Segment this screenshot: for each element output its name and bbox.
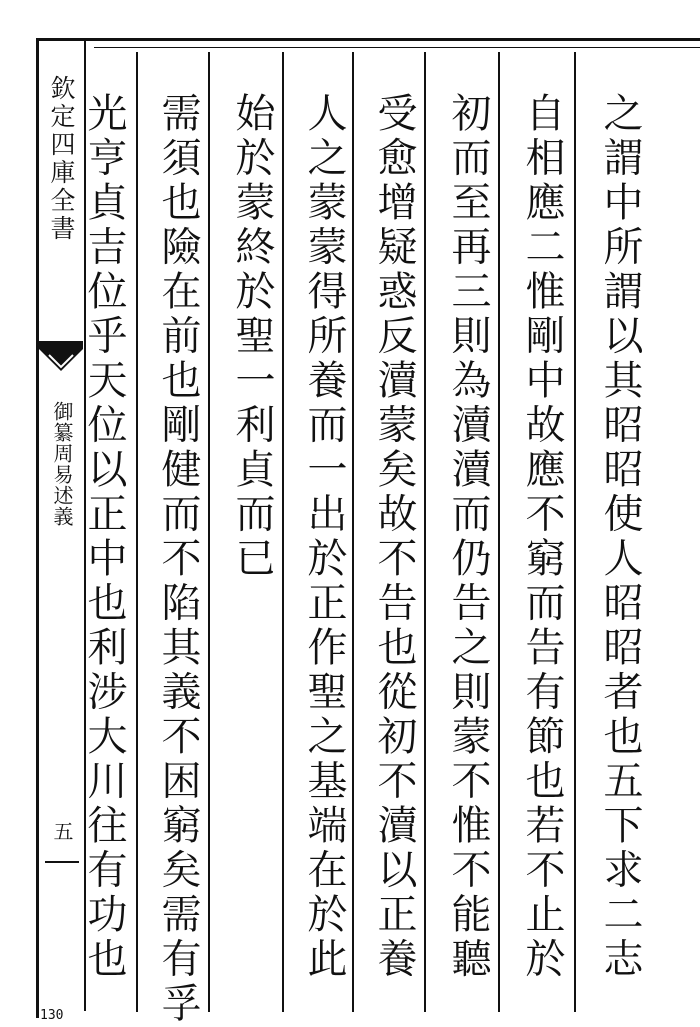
column-rule [136,52,138,1012]
column-text: 受愈增疑惑反瀆蒙矣故不告也從初不瀆以正養 [371,92,417,982]
text-area-top-rule [94,47,700,48]
column-text: 光亨貞吉位乎天位以正中也利涉大川往有功也 [81,92,127,982]
column-text: 人之蒙蒙得所養而一出於正作聖之基端在於此 [301,92,347,982]
text-column-8 [72,52,136,1012]
page-number: 五 [50,821,74,841]
column-text: 之謂中所謂以其昭昭使人昭昭者也五下求二志 [597,92,643,982]
page-frame-top [36,38,700,41]
bottom-mark: 130 [40,1008,64,1023]
column-text: 始於蒙終於聖一利貞而已 [229,92,275,582]
text-column-6 [220,52,284,1012]
text-column-7 [146,52,210,1027]
text-column-1 [588,52,652,1012]
column-rule [574,52,576,1012]
text-column-2 [510,52,574,1012]
chapter-title: 御纂周易述義 [50,401,74,527]
text-column-5 [292,52,356,1012]
column-text: 初而至再三則為瀆瀆而仍告之則蒙不惟不能聽 [445,92,491,982]
column-text: 自相應二惟剛中故應不窮而告有節也若不止於 [519,92,565,982]
column-text: 需須也險在前也剛健而不陷其義不困窮矣需有孚 [155,92,201,1027]
text-column-3 [436,52,500,1012]
text-column-4 [362,52,426,1012]
book-title: 欽定四庫全書 [47,75,76,243]
